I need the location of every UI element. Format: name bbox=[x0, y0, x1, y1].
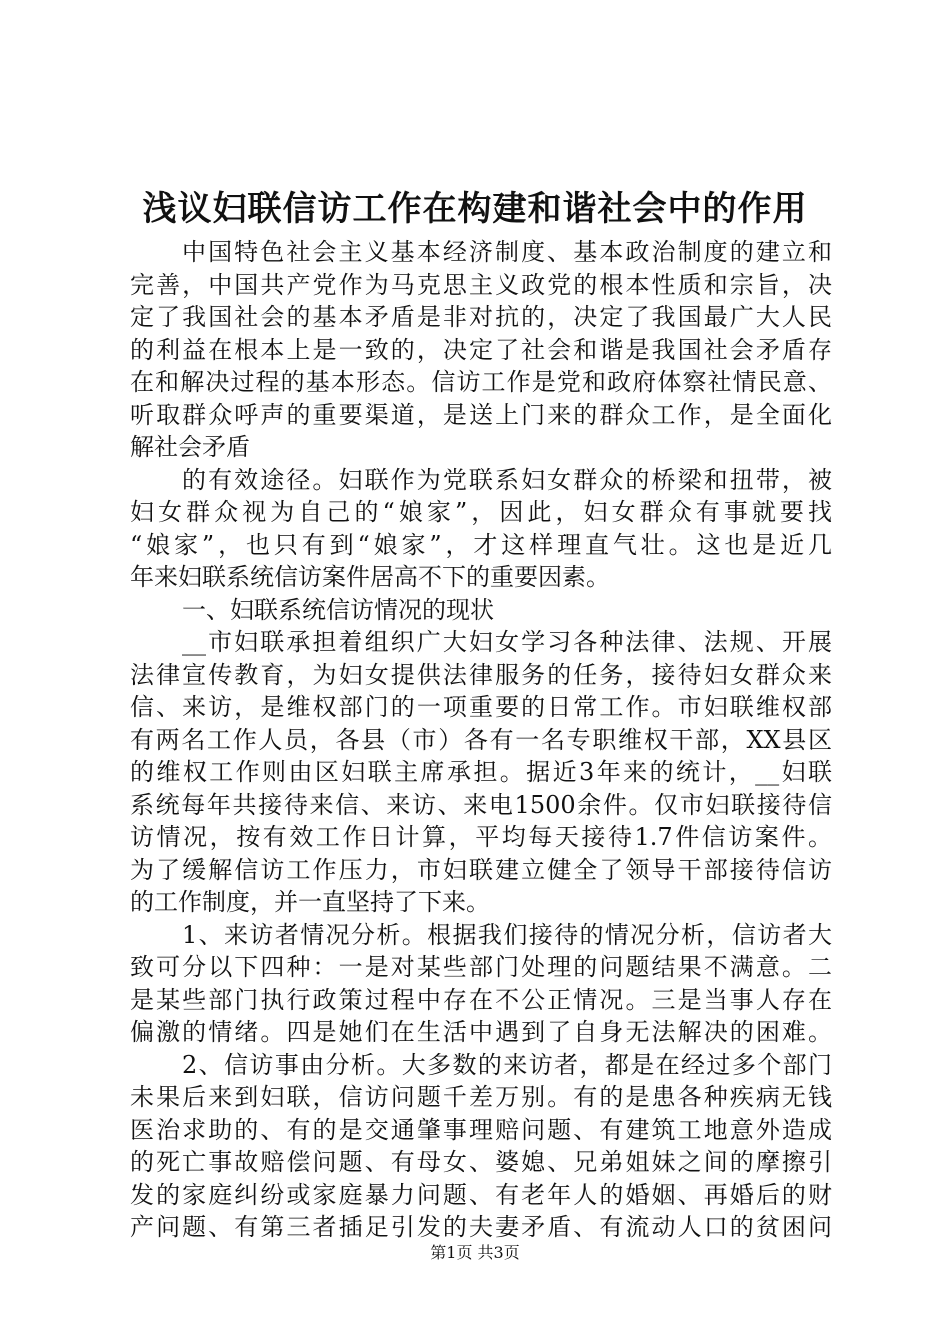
text-line: 医治求助的、有的是交通肇事理赔问题、有建筑工地意外造成 bbox=[130, 1115, 832, 1144]
document-body bbox=[130, 236, 832, 1244]
text-line: 为了缓解信访工作压力，市妇联建立健全了领导干部接待信访 bbox=[130, 855, 832, 884]
text-line: “娘家”，也只有到“娘家”，才这样理直气壮。这也是近几 bbox=[130, 530, 832, 559]
text-line: 致可分以下四种：一是对某些部门处理的问题结果不满意。二 bbox=[130, 953, 832, 981]
text-line: 是某些部门执行政策过程中存在不公正情况。三是当事人存在 bbox=[130, 985, 832, 1014]
section-heading: 一、妇联系统信访情况的现状 bbox=[182, 595, 494, 624]
document-title: 浅议妇联信访工作在构建和谐社会中的作用 bbox=[142, 189, 808, 229]
text-line: 产问题、有第三者插足引发的夫妻矛盾、有流动人口的贫困问 bbox=[130, 1213, 832, 1241]
text-line: 访情况，按有效工作日计算，平均每天接待1.7件信访案件。 bbox=[130, 823, 832, 851]
text-line: 法律宣传教育，为妇女提供法律服务的任务，接待妇女群众来 bbox=[130, 660, 832, 689]
text-line: 定了我国社会的基本矛盾是非对抗的，决定了我国最广大人民 bbox=[130, 303, 832, 331]
page-footer: 第1页 共3页 bbox=[430, 1243, 520, 1262]
text-line: 中国特色社会主义基本经济制度、基本政治制度的建立和 bbox=[182, 238, 832, 266]
text-line: 信、来访，是维权部门的一项重要的日常工作。市妇联维权部 bbox=[130, 693, 832, 721]
text-line: 的有效途径。妇联作为党联系妇女群众的桥梁和扭带，被 bbox=[182, 465, 832, 494]
text-line: 有两名工作人员，各县（市）各有一名专职维权干部，XX县区 bbox=[130, 725, 832, 754]
text-line: 的死亡事故赔偿问题、有母女、婆媳、兄弟姐妹之间的摩擦引 bbox=[130, 1148, 832, 1176]
text-line: 听取群众呼声的重要渠道，是送上门来的群众工作，是全面化 bbox=[130, 400, 832, 429]
text-line: __市妇联承担着组织广大妇女学习各种法律、法规、开展 bbox=[182, 628, 832, 656]
text-line: 在和解决过程的基本形态。信访工作是党和政府体察社情民意、 bbox=[130, 368, 832, 396]
text-line: 的工作制度，并一直坚持了下来。 bbox=[130, 888, 490, 916]
text-line: 解社会矛盾 bbox=[130, 433, 250, 461]
text-line: 妇女群众视为自己的“娘家”，因此，妇女群众有事就要找 bbox=[130, 498, 832, 526]
text-line: 未果后来到妇联，信访问题千差万别。有的是患各种疾病无钱 bbox=[130, 1083, 832, 1111]
text-line: 系统每年共接待来信、来访、来电1500余件。仅市妇联接待信 bbox=[130, 790, 832, 819]
text-line: 的维权工作则由区妇联主席承担。据近3年来的统计，__妇联 bbox=[130, 758, 832, 786]
text-line: 1、来访者情况分析。根据我们接待的情况分析，信访者大 bbox=[182, 920, 832, 949]
text-line: 的利益在根本上是一致的，决定了社会和谐是我国社会矛盾存 bbox=[130, 335, 832, 364]
text-line: 2、信访事由分析。大多数的来访者，都是在经过多个部门 bbox=[182, 1050, 832, 1079]
text-line: 偏激的情绪。四是她们在生活中遇到了自身无法解决的困难。 bbox=[130, 1018, 832, 1046]
text-line: 年来妇联系统信访案件居高不下的重要因素。 bbox=[130, 563, 610, 591]
text-line: 发的家庭纠纷或家庭暴力问题、有老年人的婚姻、再婚后的财 bbox=[130, 1180, 832, 1209]
text-line: 完善，中国共产党作为马克思主义政党的根本性质和宗旨，决 bbox=[130, 270, 832, 299]
